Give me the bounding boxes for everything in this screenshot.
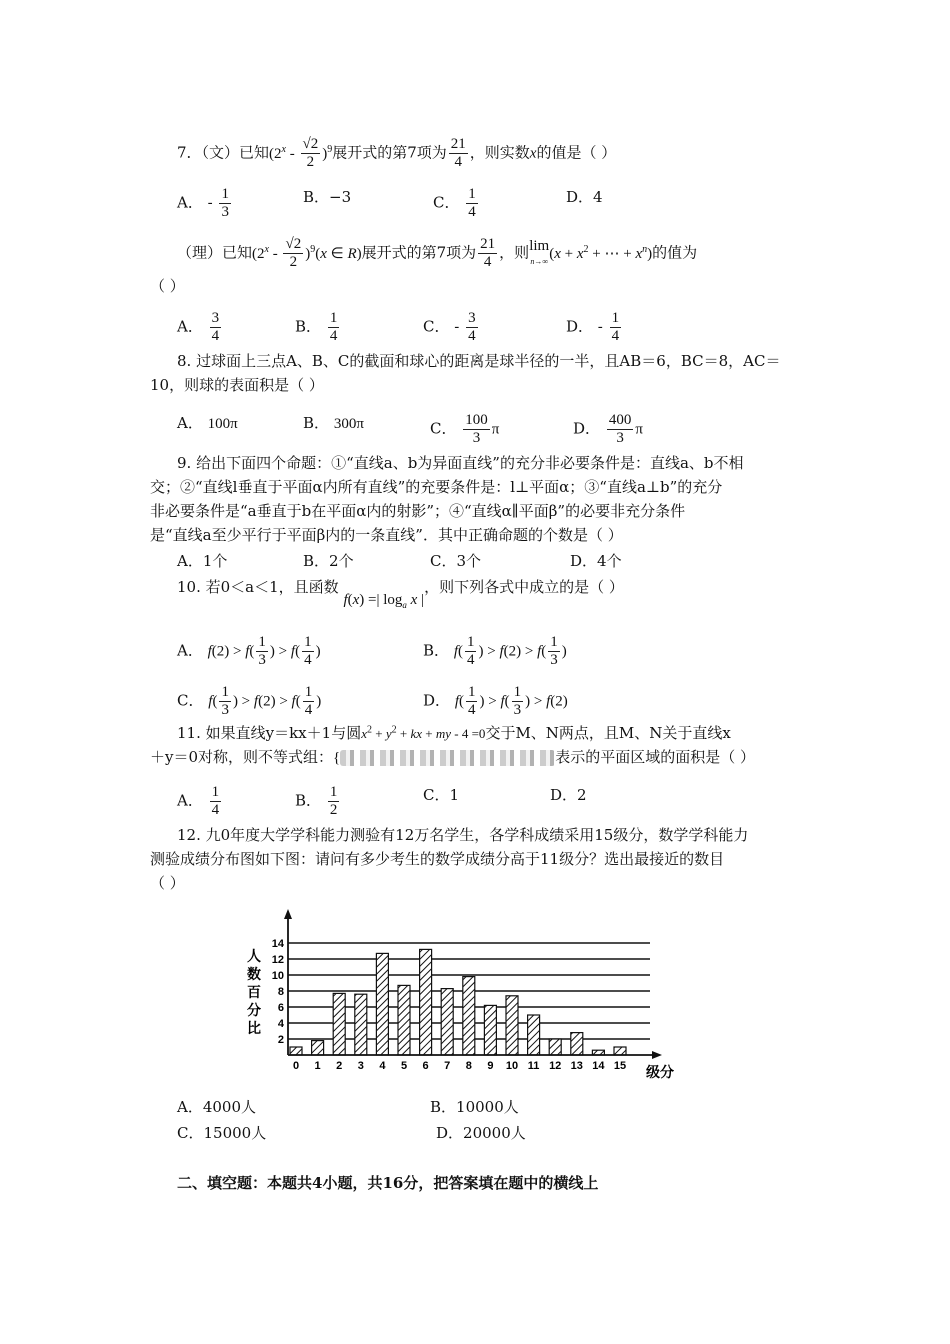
y-axis-label-char: 比: [247, 1020, 261, 1036]
q9-line4: 是“直线a至少平行于平面β内的一条直线”．其中正确命题的个数是（ ）: [150, 526, 623, 544]
bar-15: [614, 1047, 626, 1055]
q9-line1: 9. 给出下面四个命题：①“直线a、b为异面直线”的充分非必要条件是：直线a、b不相: [177, 454, 744, 472]
q10-option-b: B． f( $\frac{1}{4}$ ) > f(2) > f( $\frac{1}{3}$ ): [423, 634, 567, 668]
q12-line3: （ ）: [150, 874, 185, 892]
q10-option-a: A． f(2) > f( $\frac{1}{3}$ ) > f( $\frac{1}{4}$ ): [177, 634, 321, 668]
q7-li-stem: （理）已知(2$^x$ - $\frac{√2}{2}$ )$^9$(x ∈ R)展开式的第7项为 $\frac{21}{4}$ ，则lim $n\to\infty(x + x^2$ + ⋯ + $x^n$)的值为: [177, 236, 698, 270]
q10-option-d: D． f( $\frac{1}{4}$ ) > f( $\frac{1}{3}$ ) > f(2): [423, 684, 568, 718]
q7-li-option-c: C． - $\frac{3}{4}$: [423, 310, 476, 344]
q7-wen-option-d: D．4: [566, 188, 603, 206]
q12-option-b: B．10000人: [430, 1098, 519, 1116]
x-axis-label: 级分: [646, 1064, 674, 1080]
q7-wen-option-c: C． $\frac{1}{4}$: [433, 186, 476, 220]
q8-option-c: C． $\frac{100}{3}$ π: [430, 412, 500, 446]
q11-option-c: C．1: [423, 786, 460, 804]
x-tick-label-12: 12: [549, 1060, 562, 1072]
q9-line2: 交；②“直线l垂直于平面α内所有直线”的充要条件是：l⊥平面α；③“直线a⊥b”的充分: [150, 478, 723, 496]
y-axis-label-char: 百: [247, 984, 261, 1000]
y-tick-label-14: 14: [271, 938, 284, 950]
y-axis-arrow: [284, 909, 292, 919]
x-tick-label-1: 1: [314, 1060, 321, 1072]
x-tick-label-3: 3: [357, 1060, 364, 1072]
x-tick-label-11: 11: [527, 1060, 540, 1072]
q9-line3: 非必要条件是“a垂直于b在平面α内的射影”；④“直线α∥平面β”的必要非充分条件: [150, 502, 686, 520]
x-tick-label-2: 2: [336, 1060, 343, 1072]
q7-wen-option-a: A． - $\frac{1}{3}$: [177, 186, 229, 220]
x-axis-arrow: [652, 1051, 662, 1059]
q12-option-a: A．4000人: [177, 1098, 257, 1116]
y-tick-label-4: 4: [277, 1018, 284, 1030]
bar-1: [312, 1041, 324, 1055]
inequality-system-image: [340, 750, 555, 766]
y-tick-label-2: 2: [277, 1034, 284, 1046]
q8-option-d: D． $\frac{400}{3}$ π: [573, 412, 643, 446]
q9-option-c: C．3个: [430, 552, 482, 570]
q10-option-c: C． f( $\frac{1}{3}$ ) > f(2) > f( $\frac{1}{4}$ ): [177, 684, 322, 718]
x-tick-label-13: 13: [570, 1060, 583, 1072]
q12-line2: 测验成绩分布图如下图：请问有多少考生的数学成绩分高于11级分？选出最接近的数目: [150, 850, 725, 868]
bar-8: [463, 977, 475, 1055]
bar-11: [528, 1015, 540, 1055]
bar-2: [333, 993, 345, 1055]
y-axis-label-char: 分: [247, 1002, 261, 1018]
x-tick-label-4: 4: [379, 1060, 386, 1072]
bar-6: [420, 949, 432, 1055]
q10-stem: 10. 若0＜a＜1，且函数 f(x) =| $\log_a x$ |，则下列各式中成立的是（ ）: [177, 578, 624, 610]
bar-3: [355, 994, 367, 1055]
q7-wen-option-b: B．−3: [303, 188, 352, 206]
x-tick-label-9: 9: [487, 1060, 494, 1072]
bar-13: [571, 1033, 583, 1055]
bar-0: [290, 1047, 302, 1055]
q11-option-d: D．2: [550, 786, 587, 804]
bar-9: [484, 1005, 496, 1055]
q7-li-option-b: B． $\frac{1}{4}$: [295, 310, 338, 344]
bar-5: [398, 985, 410, 1055]
q8-option-a: A． 100π: [177, 414, 238, 432]
y-tick-label-8: 8: [277, 986, 284, 998]
x-tick-label-8: 8: [465, 1060, 472, 1072]
q8-line1: 8. 过球面上三点A、B、C的截面和球心的距离是球半径的一半，且AB＝6，BC＝8，AC＝: [177, 352, 781, 370]
q8-line2: 10，则球的表面积是（ ）: [150, 376, 324, 394]
y-axis-label-char: 人: [247, 948, 261, 964]
y-axis-label-char: 数: [247, 966, 261, 982]
y-tick-label-10: 10: [271, 970, 284, 982]
q7-li-option-a: A． $\frac{3}{4}$: [177, 310, 220, 344]
bar-4: [376, 953, 388, 1055]
x-tick-label-5: 5: [400, 1060, 408, 1072]
section-2-heading: 二、填空题：本题共4小题，共16分，把答案填在题中的横线上: [177, 1174, 599, 1192]
q11-line2: ＋y＝0对称，则不等式组：{ 表示的平面区域的面积是（ ）: [150, 748, 756, 766]
y-tick-label-12: 12: [271, 954, 284, 966]
bar-12: [549, 1039, 561, 1055]
q7-li-paren: （ ）: [150, 277, 185, 295]
score-distribution-chart: [240, 905, 700, 1085]
q7-li-option-d: D． - $\frac{1}{4}$: [566, 310, 620, 344]
x-tick-label-10: 10: [505, 1060, 519, 1072]
q7-wen-stem: 7．（文）已知(2$^x$ - $\frac{√2}{2}$ )$^9$展开式的第7项为 $\frac{21}{4}$ ，则实数x的值是（ ）: [177, 136, 617, 170]
q12-option-c: C．15000人: [177, 1124, 267, 1142]
q8-option-b: B． 300π: [303, 414, 364, 432]
x-tick-label-14: 14: [592, 1060, 605, 1072]
q9-option-b: B．2个: [303, 552, 354, 570]
q12-option-d: D．20000人: [436, 1124, 526, 1142]
bar-7: [441, 989, 453, 1055]
x-tick-label-7: 7: [444, 1060, 451, 1072]
bar-10: [506, 996, 518, 1055]
y-tick-label-6: 6: [277, 1002, 284, 1014]
x-tick-label-6: 6: [422, 1060, 429, 1072]
x-tick-label-0: 0: [292, 1060, 300, 1072]
x-tick-label-15: 15: [613, 1060, 627, 1072]
q9-option-a: A．1个: [177, 552, 228, 570]
q12-line1: 12. 九0年度大学学科能力测验有12万名学生，各学科成绩采用15级分，数学学科能力: [177, 826, 749, 844]
q11-option-b: B． $\frac{1}{2}$: [295, 784, 338, 818]
q11-option-a: A． $\frac{1}{4}$: [177, 784, 220, 818]
q9-option-d: D．4个: [570, 552, 622, 570]
q11-line1: 11. 如果直线y＝kx＋1与圆$x^2 + y^2$ + kx + my - 4 =0交于M、N两点，且M、N关于直线x: [177, 724, 731, 742]
